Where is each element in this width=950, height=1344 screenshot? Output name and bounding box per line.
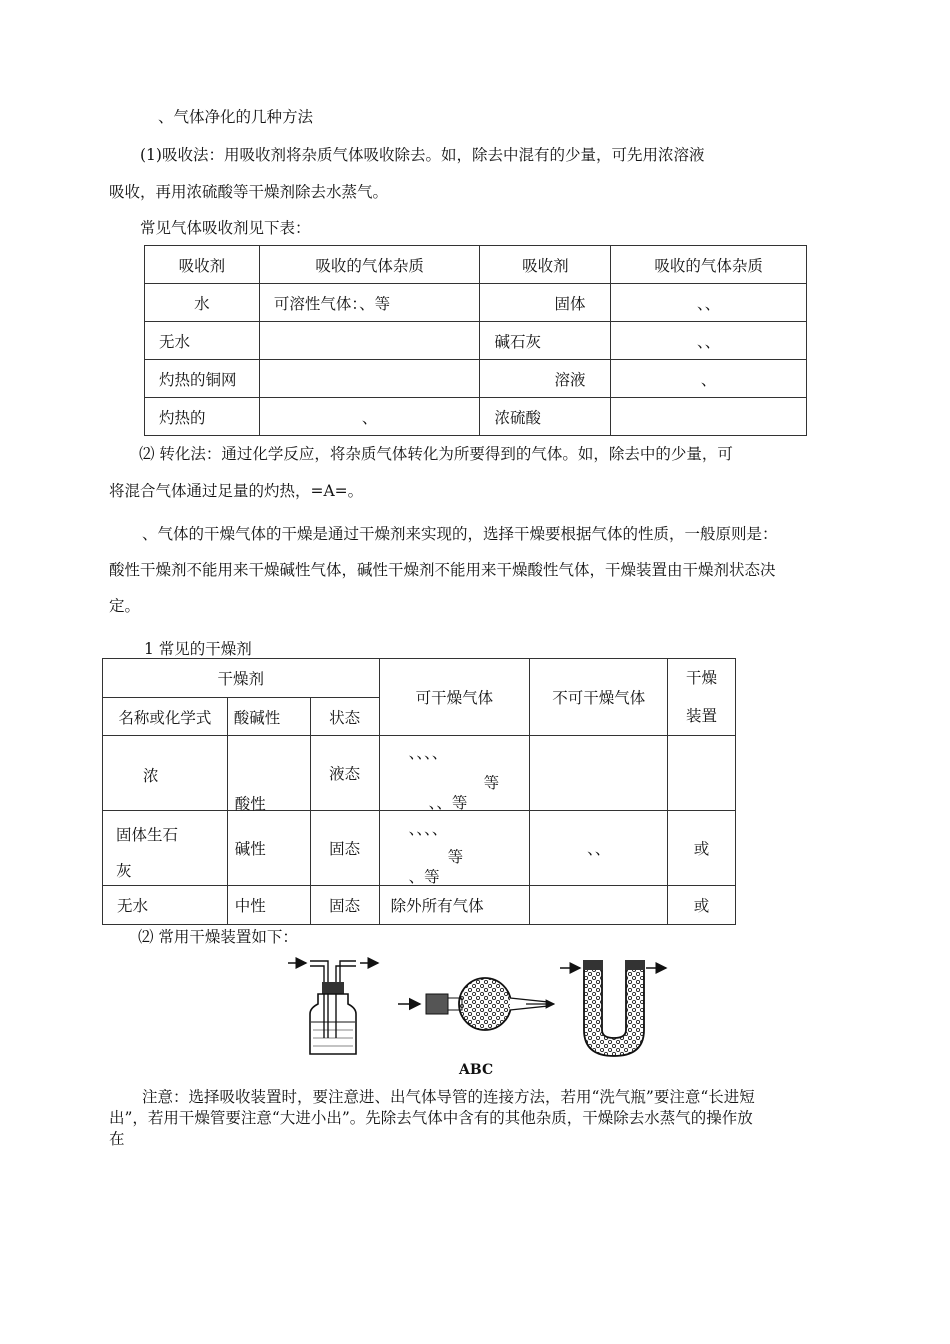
- table1-cell: 、、: [611, 284, 807, 322]
- table2-cell: [530, 736, 668, 811]
- note-line3: 在: [109, 1130, 125, 1148]
- table2-subheader: 酸碱性: [227, 698, 310, 736]
- apparatus-figure: [280, 952, 680, 1064]
- table1-cell: 固体: [480, 284, 611, 322]
- table1-cell: 可溶性气体：、等: [259, 284, 480, 322]
- table1-cell: 灼热的铜网: [145, 360, 260, 398]
- section-heading: 、气体净化的几种方法: [158, 108, 314, 126]
- absorbent-table: [144, 245, 807, 436]
- table2-cell: 中性: [227, 886, 310, 925]
- table2-row1-dry-l2: 等: [483, 774, 500, 792]
- note-line2: 出”，若用干燥管要注意“大进小出”。先除去气体中含有的其他杂质，干燥除去水蒸气的操作放: [109, 1109, 753, 1127]
- table2-subheader: 状态: [310, 698, 379, 736]
- table1-cell: 溶液: [480, 360, 611, 398]
- table2-cell: 、、: [530, 811, 668, 886]
- table1-header: 吸收的气体杂质: [611, 246, 807, 284]
- table1-cell: 、、: [611, 322, 807, 360]
- table2-header-device-line1: 干燥: [686, 669, 718, 687]
- table2-cell: [379, 736, 530, 811]
- table2-row1-dry-l3: 、、等: [428, 794, 468, 812]
- desiccant-table: [102, 658, 736, 925]
- table1-cell: 、: [259, 398, 480, 436]
- table1-cell: 碱石灰: [480, 322, 611, 360]
- table1-cell: 浓硫酸: [480, 398, 611, 436]
- table1-cell: 、: [611, 360, 807, 398]
- table2-row2-dry-l3: 、等: [408, 868, 440, 886]
- table2-row1-acidity: 酸性: [234, 795, 266, 813]
- table2-cell: 液态: [310, 736, 379, 811]
- table2-row1-name: 浓: [143, 767, 159, 785]
- table1-header: 吸收的气体杂质: [259, 246, 480, 284]
- table2-row2-dry-l1: 、、、、: [408, 820, 448, 838]
- table1-cell: 水: [145, 284, 260, 322]
- table2-cell: [379, 811, 530, 886]
- table2-cell: [103, 811, 228, 886]
- gas-washing-bottle: [288, 961, 378, 1054]
- drying-paragraph-line3: 定。: [109, 597, 141, 615]
- apparatus-intro: ⑵ 常用干燥装置如下：: [138, 928, 298, 946]
- table2-cell: [668, 736, 736, 811]
- desiccant-table-title: 1 常见的干燥剂: [144, 640, 252, 658]
- table2-cell: [530, 886, 668, 925]
- table2-row2-name-l1: 固体生石: [116, 826, 179, 844]
- table2-header-device: [668, 659, 736, 736]
- u-tube: [560, 960, 666, 1056]
- conversion-paragraph-line1: ⑵ 转化法：通过化学反应，将杂质气体转化为所要得到的气体。如，除去中的少量，可: [139, 445, 733, 463]
- drying-paragraph-line1: 、气体的干燥气体的干燥是通过干燥剂来实现的，选择干燥要根据气体的性质，一般原则是：: [142, 525, 778, 543]
- table1-header: 吸收剂: [145, 246, 260, 284]
- table2-header-dryable: 可干燥气体: [379, 659, 530, 736]
- conversion-paragraph-line2: 将混合气体通过足量的灼热，=A=。: [109, 482, 364, 500]
- table2-row1-dry-l1: 、、、、: [408, 744, 448, 762]
- table2-cell: [103, 736, 228, 811]
- table2-cell: 固态: [310, 886, 379, 925]
- table1-cell: [259, 322, 480, 360]
- table2-row2-dry-l2: 等: [447, 848, 464, 866]
- absorption-paragraph-line1: (1)吸收法：用吸收剂将杂质气体吸收除去。如，除去中混有的少量，可先用浓溶液: [140, 146, 705, 164]
- table2-group-header: 干燥剂: [103, 659, 380, 698]
- figure-caption: ABC: [459, 1062, 494, 1078]
- absorption-paragraph-line2: 吸收，再用浓硫酸等干燥剂除去水蒸气。: [109, 183, 389, 201]
- table2-cell: [227, 736, 310, 811]
- note-line1: 注意：选择吸收装置时，要注意进、出气体导管的连接方法，若用“洗气瓶”要注意“长进短: [142, 1088, 755, 1106]
- table2-row2-name-l2: 灰: [116, 862, 132, 880]
- table2-cell: 碱性: [227, 811, 310, 886]
- table2-cell: 或: [668, 811, 736, 886]
- table1-intro: 常见气体吸收剂见下表：: [140, 219, 311, 237]
- table2-header-not-dryable: 不可干燥气体: [530, 659, 668, 736]
- table1-cell: 无水: [145, 322, 260, 360]
- table2-cell: 或: [668, 886, 736, 925]
- table1-cell: 灼热的: [145, 398, 260, 436]
- table1-header: 吸收剂: [480, 246, 611, 284]
- table2-cell: 固态: [310, 811, 379, 886]
- table2-cell: 无水: [103, 886, 228, 925]
- table2-cell: 除外所有气体: [379, 886, 530, 925]
- table1-cell: [259, 360, 480, 398]
- table1-cell: [611, 398, 807, 436]
- table2-subheader: 名称或化学式: [103, 698, 228, 736]
- spherical-drying-tube: [398, 978, 554, 1030]
- table2-header-device-line2: 装置: [686, 707, 718, 725]
- drying-paragraph-line2: 酸性干燥剂不能用来干燥碱性气体，碱性干燥剂不能用来干燥酸性气体，干燥装置由干燥剂状态决: [109, 561, 776, 579]
